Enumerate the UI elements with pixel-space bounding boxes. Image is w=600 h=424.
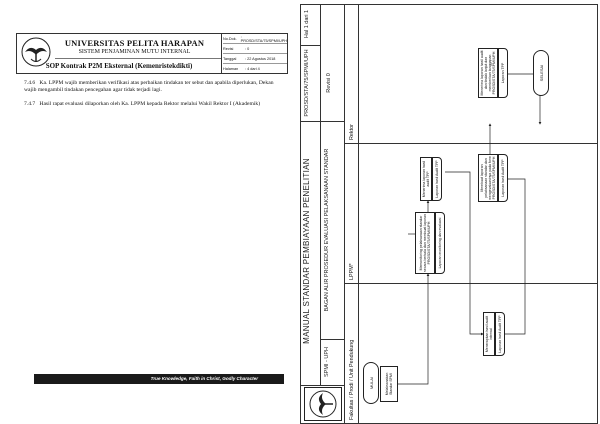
header-divider <box>55 58 221 59</box>
document-box: Laporan TPP <box>498 48 508 98</box>
document-box: Laporan hasil Audit TPP <box>498 154 508 202</box>
meta-key: No.Dok. <box>223 36 237 41</box>
revision-label: Revisi 0 <box>326 73 332 93</box>
document-box: Laporan hasil Audit TPP <box>495 312 505 356</box>
paragraph-7-4-7 <box>24 101 280 108</box>
footer-motto: True Knowledge, Faith in Christ, Godly Character <box>34 374 284 384</box>
paragraph-text: Ka. LPPM wajib memberikan verifikasi atas perbaikan tindakan ter sebut dan apabila diperlukan, Dekan wajib mengambil tindakan pencegahan agar tidak terjadi lagi. <box>24 80 274 94</box>
paragraph-7-4-6 <box>24 80 280 94</box>
lane-lppm: LPPM* <box>345 144 359 284</box>
process-box: Menerima laporan hasil audit TPP <box>420 157 432 201</box>
paragraph-number: 7.4.7 <box>24 101 36 107</box>
document-page-left <box>0 0 290 424</box>
meta-value: : 0 <box>245 46 250 51</box>
document-header <box>16 33 288 74</box>
flow-connectors <box>300 4 598 424</box>
meta-key: Tanggal <box>223 56 237 61</box>
sop-title: SOP Kontrak P2M Eksternal (Kemenristekdikti) <box>45 62 193 70</box>
process-box: Membuat laporan pelaksanaan standar dan mengevaluasinya pada form PROSD/STA/75/SPMI/UPH <box>478 154 498 202</box>
system-name: SISTEM PENJAMINAN MUTU INTERNAL <box>78 49 191 55</box>
flowchart-title: BAGAN ALIR PROSEDUR EVALUASI PELAKSANAAN STANDAR <box>324 148 330 312</box>
meta-value: : 22 Agustus 2018 <box>245 56 276 61</box>
document-code: PROSD/STA/75/SPMI/UPH <box>304 49 310 117</box>
start-terminal: MULAI <box>363 362 379 404</box>
university-name: UNIVERSITAS PELITA HARAPAN <box>64 38 205 48</box>
paragraph-number: 7.4.6 <box>24 80 36 86</box>
lane-fakultas: Fakultas / Prodi / Unit Pendukung <box>345 284 359 424</box>
document-box: Laporan hasil Audit TPP <box>432 157 442 201</box>
lane-rektor: Rektor <box>345 4 359 144</box>
manual-title: MANUAL STANDAR PEMBIAYAAN PENELITIAN <box>302 158 311 344</box>
document-box: Laporan monitoring dan evaluasi <box>435 212 445 274</box>
meta-value: : 4 dari 4 <box>245 67 260 71</box>
process-box: Memonitoring pelaksanaan standar secara berkala dan membuat laporan PROSD/STA/75/SPMI/UPH <box>415 212 435 274</box>
meta-value: : PROSD/STA/75/SPMI/UPH <box>240 34 288 43</box>
header-divider-vertical <box>221 34 222 73</box>
process-box: Menerapkan hasil audit internal <box>483 312 495 356</box>
spmi-label: SPMI - UPH <box>324 347 330 377</box>
document-page-right <box>290 0 600 424</box>
meta-key: Revisi <box>223 46 234 51</box>
meta-row <box>223 54 287 64</box>
paragraph-text: Hasil rapat evaluasi dilaporkan oleh Ka. LPPM kepada Rektor melalui Wakil Rektor I (Akademik) <box>39 101 261 107</box>
end-terminal: SELESAI <box>533 50 549 96</box>
meta-row <box>223 44 287 54</box>
process-box: Melaksanakan Standar SPMI <box>380 366 398 402</box>
meta-key: Halaman <box>223 67 239 71</box>
page-number: Hal 1 dari 1 <box>304 9 310 39</box>
meta-row <box>223 64 287 74</box>
meta-row <box>223 34 287 44</box>
flowchart-page <box>300 4 598 424</box>
process-box: Menerima laporan hasil audit dan tindak lanjut dan memberikan tanggapan PROSD/STA/75/SPMI/UPH <box>478 48 498 98</box>
